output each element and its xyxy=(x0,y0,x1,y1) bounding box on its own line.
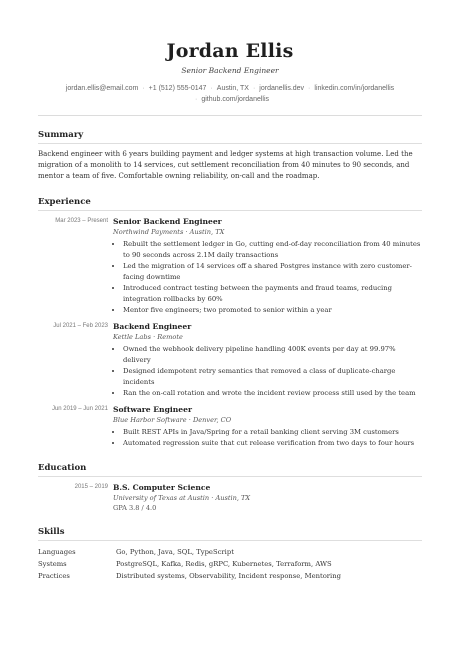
degree-title: B.S. Computer Science xyxy=(113,482,211,492)
contact-linkedin: linkedin.com/in/jordanellis xyxy=(314,85,395,92)
contact-website: jordanellis.dev xyxy=(259,85,305,92)
skills-label: Systems xyxy=(38,559,67,568)
job-title: Senior Backend Engineer xyxy=(113,216,222,226)
job-bullet: • Introduced contract testing between the payments and fraud teams, reducing integration rollbacks by 60% xyxy=(123,283,422,305)
job-entry xyxy=(38,322,422,399)
skills-row xyxy=(38,546,422,558)
job-bullet: • Automated regression suite that cut release verification from two days to four hours xyxy=(123,438,422,449)
education-section xyxy=(38,463,422,513)
summary-heading: Summary xyxy=(38,130,422,144)
summary-section xyxy=(38,130,422,183)
skills-row xyxy=(38,558,422,570)
skills-section xyxy=(38,527,422,582)
job-bullets xyxy=(113,427,422,449)
skills-heading: Skills xyxy=(38,527,422,541)
experience-heading: Experience xyxy=(38,197,422,211)
contact-separator: · xyxy=(252,85,256,92)
skills-value: PostgreSQL, Kafka, Redis, gRPC, Kubernetes, Terraform, AWS xyxy=(116,559,332,568)
education-heading: Education xyxy=(38,463,422,477)
job-bullet: • Rebuilt the settlement ledger in Go, cutting end-of-day reconciliation from 40 minutes to 90 seconds across 2.1M daily transactions xyxy=(123,239,422,261)
candidate-role: Senior Backend Engineer xyxy=(181,66,279,75)
contact-line xyxy=(38,83,422,105)
job-dates: Jul 2021 – Feb 2023 xyxy=(53,322,108,329)
job-organization: Northwind Payments · Austin, TX xyxy=(113,227,225,236)
job-details xyxy=(113,405,422,449)
job-entry xyxy=(38,405,422,449)
contact-location: Austin, TX xyxy=(216,85,249,92)
resume-header xyxy=(38,0,422,116)
skills-row xyxy=(38,570,422,582)
school-name: University of Texas at Austin · Austin, TX xyxy=(113,493,251,502)
contact-github: github.com/jordanellis xyxy=(201,96,270,103)
job-details xyxy=(113,217,422,316)
job-details xyxy=(113,322,422,399)
skills-value: Go, Python, Java, SQL, TypeScript xyxy=(116,547,234,556)
education-details xyxy=(113,483,422,513)
header-divider xyxy=(38,115,422,116)
job-organization: Blue Harbor Software · Denver, CO xyxy=(113,415,232,424)
contact-separator: · xyxy=(194,96,198,103)
candidate-name: Jordan Ellis xyxy=(166,40,294,62)
skills-label: Languages xyxy=(38,547,76,556)
job-bullet: • Led the migration of 14 services off a shared Postgres instance with zero customer-facing downtime xyxy=(123,261,422,283)
job-dates: Jun 2019 – Jun 2021 xyxy=(51,405,108,412)
job-entry xyxy=(38,217,422,316)
job-title: Software Engineer xyxy=(113,404,192,414)
job-title: Backend Engineer xyxy=(113,321,192,331)
job-bullets xyxy=(113,344,422,399)
education-dates: 2015 – 2019 xyxy=(74,483,108,490)
job-bullet: • Mentor five engineers; two promoted to senior within a year xyxy=(123,305,422,316)
job-bullet: • Owned the webhook delivery pipeline handling 400K events per day at 99.97% delivery xyxy=(123,344,422,366)
job-bullet: • Ran the on-call rotation and wrote the incident review process still used by the team xyxy=(123,388,422,399)
job-bullet: • Built REST APIs in Java/Spring for a retail banking client serving 3M customers xyxy=(123,427,422,438)
contact-phone: +1 (512) 555-0147 xyxy=(148,85,207,92)
summary-text: Backend engineer with 6 years building payment and ledger systems at high transaction volume. Led the migration of a monolith to 14 services, cut settlement reconciliation from 40 minutes to 90 seconds, and mentor a team of five. Comfortable owning reliability, on-call and the roadmap. xyxy=(38,150,413,181)
skills-label: Practices xyxy=(38,571,70,580)
contact-separator: · xyxy=(210,85,213,92)
job-dates: Mar 2023 – Present xyxy=(55,217,108,224)
job-organization: Kettle Labs · Remote xyxy=(113,332,183,341)
contact-separator: · xyxy=(308,85,311,92)
job-bullet: • Designed idempotent retry semantics that removed a class of duplicate-charge incidents xyxy=(123,366,422,388)
contact-email: jordan.ellis@email.com xyxy=(65,85,139,92)
job-bullets xyxy=(113,239,422,316)
education-entry xyxy=(38,483,422,513)
contact-separator: · xyxy=(142,85,145,92)
skills-value: Distributed systems, Observability, Incident response, Mentoring xyxy=(116,571,341,580)
experience-section xyxy=(38,197,422,449)
gpa: GPA 3.8 / 4.0 xyxy=(113,503,157,512)
